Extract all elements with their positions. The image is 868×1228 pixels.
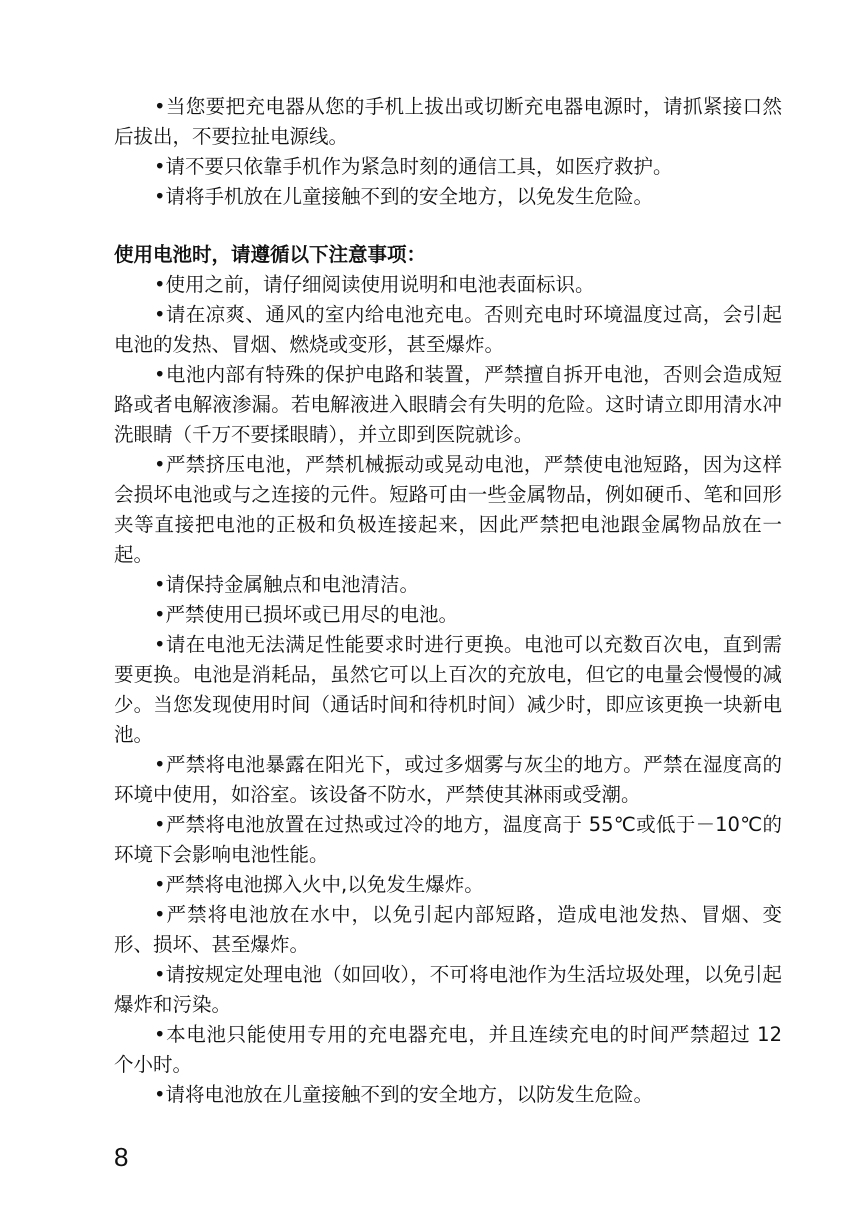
battery-item-keep-clean: •请保持金属触点和电池清洁。 xyxy=(154,573,420,596)
battery-item-no-sunlight: •严禁将电池暴露在阳光下，或过多烟雾与灰尘的地方。严禁在湿度高的环境中使用，如浴室。该设备不防水，严禁使其淋雨或受潮。 xyxy=(114,753,782,806)
battery-section-heading: 使用电池时，请遵循以下注意事项： xyxy=(114,243,427,266)
battery-item-do-not-disassemble: •电池内部有特殊的保护电路和装置，严禁擅自拆开电池，否则会造成短路或者电解液渗漏。若电解液进入眼睛会有失明的危险。这时请立即用清水冲洗眼睛（千万不要揉眼睛），并立即到医院就诊。 xyxy=(114,363,782,446)
page-number: 8 xyxy=(114,1142,129,1172)
battery-item-charge-ventilated: •请在凉爽、通风的室内给电池充电。否则充电时环境温度过高，会引起电池的发热、冒烟、燃烧或变形，甚至爆炸。 xyxy=(114,303,782,356)
battery-item-children: •请将电池放在儿童接触不到的安全地方，以防发生危险。 xyxy=(154,1083,654,1106)
battery-item-no-fire: •严禁将电池掷入火中,以免发生爆炸。 xyxy=(154,873,484,896)
battery-item-temperature: •严禁将电池放置在过热或过冷的地方，温度高于 55℃或低于－10℃的环境下会影响电池性能。 xyxy=(114,813,782,866)
battery-item-no-damaged: •严禁使用已损坏或已用尽的电池。 xyxy=(154,603,459,626)
section-divider-space xyxy=(114,212,782,240)
battery-item-charger-only: •本电池只能使用专用的充电器充电，并且连续充电的时间严禁超过 12 个小时。 xyxy=(114,1023,782,1076)
intro-item-children: •请将手机放在儿童接触不到的安全地方，以免发生危险。 xyxy=(154,185,654,208)
battery-item-no-short-circuit: •严禁挤压电池，严禁机械振动或晃动电池，严禁使电池短路，因为这样会损坏电池或与之连接的元件。短路可由一些金属物品，例如硬币、笔和回形夹等直接把电池的正极和负极连接起来，因此严禁把电池跟金属物品放在一起。 xyxy=(114,453,782,566)
battery-item-no-water: •严禁将电池放在水中，以免引起内部短路，造成电池发热、冒烟、变形、损坏、甚至爆炸。 xyxy=(114,903,782,956)
battery-item-replace: •请在电池无法满足性能要求时进行更换。电池可以充数百次电，直到需要更换。电池是消耗品，虽然它可以上百次的充放电，但它的电量会慢慢的减少。当您发现使用时间（通话时间和待机时间）减少时，即应该更换一块新电池。 xyxy=(114,633,782,746)
battery-item-read-manual: •使用之前，请仔细阅读使用说明和电池表面标识。 xyxy=(154,273,595,296)
document-page xyxy=(114,92,782,1110)
intro-item-charger-unplug: •当您要把充电器从您的手机上拔出或切断充电器电源时，请抓紧接口然后拔出，不要拉扯电源线。 xyxy=(114,95,782,148)
battery-item-disposal: •请按规定处理电池（如回收），不可将电池作为生活垃圾处理，以免引起爆炸和污染。 xyxy=(114,963,782,1016)
intro-item-emergency: •请不要只依靠手机作为紧急时刻的通信工具，如医疗救护。 xyxy=(154,155,673,178)
